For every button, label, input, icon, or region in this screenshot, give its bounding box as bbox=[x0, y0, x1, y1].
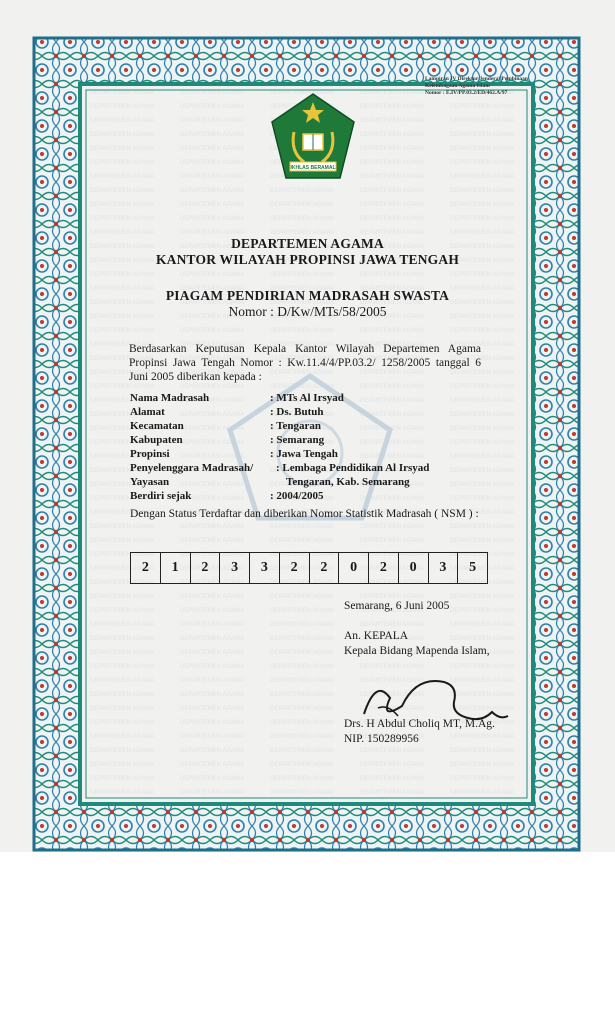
attachment-note-line3: Nomor : E.IV/PP.03.2/ED/462.A/97 bbox=[425, 90, 508, 96]
nsm-digit: 0 bbox=[399, 553, 429, 583]
on-behalf-label: An. KEPALA bbox=[344, 630, 409, 642]
attachment-note-line1: Lampiran IV Direktur Jenderal Pembinaan bbox=[425, 76, 528, 82]
nsm-digit: 1 bbox=[161, 553, 191, 583]
emblem-icon bbox=[270, 92, 356, 180]
nsm-digit: 2 bbox=[131, 553, 161, 583]
signatory-nip: NIP. 150289956 bbox=[344, 733, 419, 745]
yayasan-label: Yayasan bbox=[130, 476, 170, 488]
penyelenggara-value: : Lembaga Pendidikan Al Irsyad bbox=[276, 462, 430, 474]
nsm-digit: 2 bbox=[369, 553, 399, 583]
certificate-number: Nomor : D/Kw/MTs/58/2005 bbox=[228, 304, 387, 319]
kecamatan-value: : Tengaran bbox=[270, 420, 322, 432]
nsm-digit: 3 bbox=[250, 553, 280, 583]
signatory-name: Drs. H Abdul Choliq MT, M.Ag. bbox=[344, 718, 495, 730]
department-heading: DEPARTEMEN AGAMA bbox=[231, 236, 384, 251]
attachment-note-line2: Kelembagaan Agama Islam bbox=[425, 83, 490, 89]
nsm-digit: 0 bbox=[339, 553, 369, 583]
kecamatan-label: Kecamatan bbox=[130, 420, 184, 432]
alamat-label: Alamat bbox=[130, 406, 165, 418]
propinsi-label: Propinsi bbox=[130, 448, 170, 460]
signatory-position: Kepala Bidang Mapenda Islam, bbox=[344, 645, 490, 657]
nama-value: : MTs Al Irsyad bbox=[270, 392, 344, 404]
nsm-digit: 5 bbox=[469, 560, 477, 575]
nsm-digit: 3 bbox=[220, 553, 250, 583]
certificate-title: PIAGAM PENDIRIAN MADRASAH SWASTA bbox=[165, 288, 450, 303]
regional-office-heading: KANTOR WILAYAH PROPINSI JAWA TENGAH bbox=[155, 252, 460, 267]
yayasan-value: Tengaran, Kab. Semarang bbox=[286, 476, 410, 488]
nsm-digit: 2 bbox=[191, 553, 221, 583]
alamat-value: : Ds. Butuh bbox=[270, 406, 324, 418]
place-date: Semarang, 6 Juni 2005 bbox=[344, 600, 450, 612]
attachment-note bbox=[425, 76, 595, 97]
intro-paragraph: Berdasarkan Keputusan Kepala Kantor Wilayah Departemen Agama Propinsi Jawa Tengah Nomor : Kw.11.4/4/PP.03.2/ 1258/2005 tanggal 6 Juni 2005 diberikan kepada : bbox=[129, 343, 481, 383]
nsm-digit: 2 bbox=[280, 553, 310, 583]
nama-label: Nama Madrasah bbox=[130, 392, 210, 404]
status-statement: Dengan Status Terdaftar dan diberikan Nomor Statistik Madrasah ( NSM ) : bbox=[130, 508, 479, 520]
propinsi-value: : Jawa Tengah bbox=[270, 448, 338, 460]
kabupaten-value: : Semarang bbox=[270, 434, 325, 446]
penyelenggara-label: Penyelenggara Madrasah/ bbox=[130, 462, 254, 474]
nsm-digit: 2 bbox=[310, 553, 340, 583]
nsm-digit: 3 bbox=[429, 553, 459, 583]
kabupaten-label: Kabupaten bbox=[130, 434, 183, 446]
emblem-motto: IKHLAS BERAMAL bbox=[290, 165, 336, 171]
berdiri-value: : 2004/2005 bbox=[270, 490, 324, 502]
berdiri-label: Berdiri sejak bbox=[130, 490, 192, 502]
nsm-number-box bbox=[130, 552, 488, 584]
